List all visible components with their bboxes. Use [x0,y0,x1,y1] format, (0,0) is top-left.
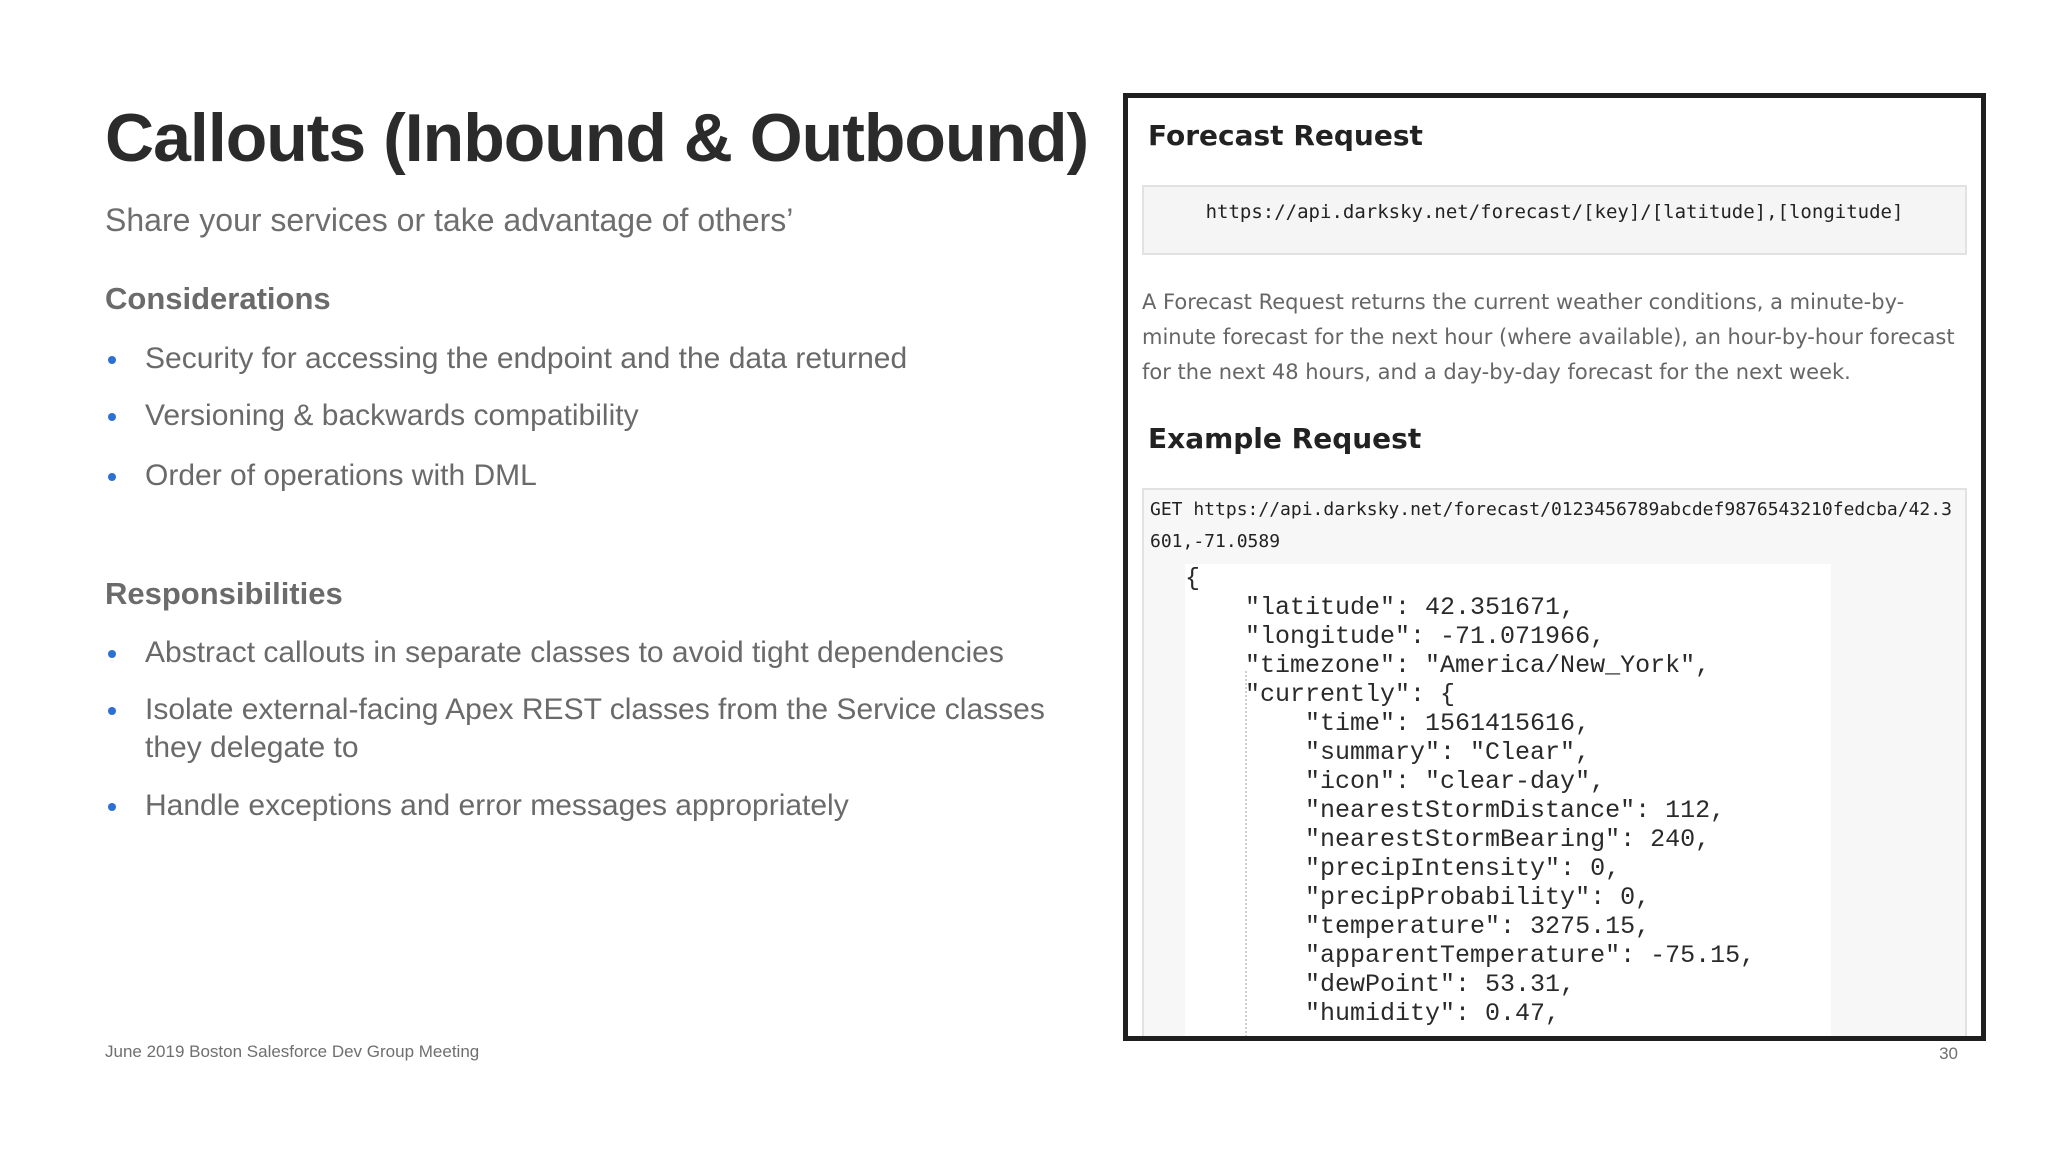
forecast-description: A Forecast Request returns the current weather conditions, a minute-by-minute forecast for the next hour (where available), an hour-by-hour forecast for the next 48 hours, and a day-by-day forecast for the next week. [1142,290,1955,384]
json-line: "precipIntensity": 0, [1185,854,1621,883]
responsibilities-list [105,634,1085,825]
json-line: "icon": "clear-day", [1185,767,1606,796]
forecast-url-box [1142,185,1967,255]
slide-title: Callouts (Inbound & Outbound) [105,100,1089,176]
responsibilities-heading: Responsibilities [105,576,343,611]
json-line: "currently": { [1185,680,1456,709]
list-item: Order of operations with DML [105,457,1085,495]
api-doc-screenshot [1123,93,1986,1041]
json-line: "latitude": 42.351671, [1185,593,1576,622]
json-line: "dewPoint": 53.31, [1185,970,1576,999]
list-item: Handle exceptions and error messages appropriately [105,787,1085,825]
json-line: "apparentTemperature": -75.15, [1185,941,1756,970]
example-request-box [1142,488,1967,1041]
page-number: 30 [1939,1044,1958,1063]
list-item: Abstract callouts in separate classes to avoid tight dependencies [105,634,1085,672]
json-line: "nearestStormDistance": 112, [1185,796,1726,825]
json-response [1185,564,1831,1041]
json-line: "timezone": "America/New_York", [1185,651,1711,680]
list-item: Isolate external-facing Apex REST classes from the Service classes they delegate to [105,691,1085,767]
json-line: "longitude": -71.071966, [1185,622,1606,651]
forecast-url: https://api.darksky.net/forecast/[key]/[latitude],[longitude] [1205,201,1904,223]
list-item: Security for accessing the endpoint and the data returned [105,340,1085,378]
slide-subtitle: Share your services or take advantage of others’ [105,202,794,238]
json-line: "temperature": 3275.15, [1185,912,1651,941]
example-request-heading: Example Request [1148,422,1422,455]
json-line: "time": 1561415616, [1185,709,1591,738]
forecast-request-heading: Forecast Request [1148,119,1423,152]
list-item: Versioning & backwards compatibility [105,397,1085,435]
json-line: "summary": "Clear", [1185,738,1591,767]
footer-text: June 2019 Boston Salesforce Dev Group Meeting [105,1042,480,1061]
json-line: { [1185,564,1201,593]
json-line: "humidity": 0.47, [1185,999,1561,1028]
json-line: "nearestStormBearing": 240, [1185,825,1711,854]
example-request-url: GET https://api.darksky.net/forecast/0123456789abcdef9876543210fedcba/42.3601,-71.0589 [1150,499,1952,552]
considerations-heading: Considerations [105,281,331,316]
json-line: "precipProbability": 0, [1185,883,1651,912]
considerations-list [105,340,1085,495]
